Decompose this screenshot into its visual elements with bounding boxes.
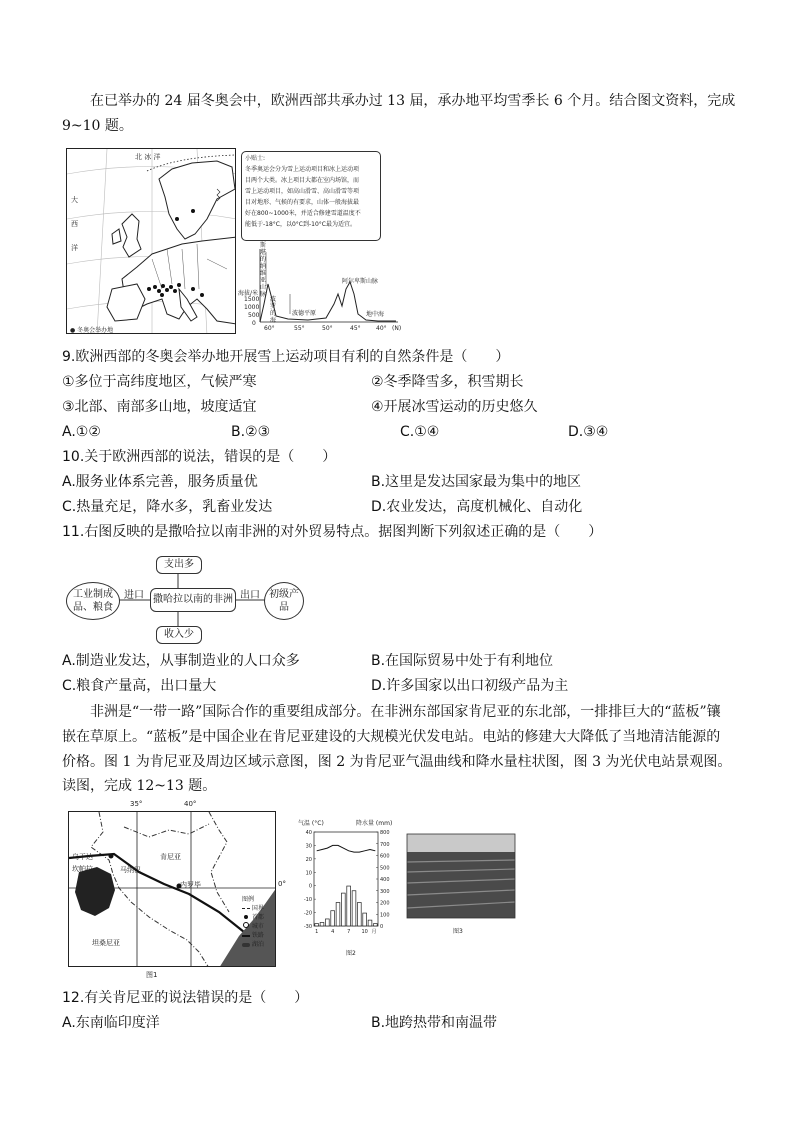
lake-icon bbox=[242, 943, 250, 947]
europe-map-svg bbox=[67, 149, 236, 334]
profile-xtick: (N) bbox=[392, 325, 402, 332]
precip-bar bbox=[341, 893, 345, 926]
temp-line bbox=[317, 845, 376, 852]
ocean-label-char: 大 bbox=[71, 196, 78, 204]
ocean-label-char: 西 bbox=[71, 220, 78, 228]
y-tick-label-left: 40 bbox=[305, 830, 312, 836]
legend-border-label: 国界 bbox=[251, 905, 264, 912]
tip-box bbox=[241, 151, 381, 241]
q9-option-a[interactable]: A.①② bbox=[62, 424, 101, 440]
q11-option-d[interactable]: D.许多国家以出口初级产品为主 bbox=[371, 678, 569, 694]
q10-option-b[interactable]: B.这里是发达国家最为集中的地区 bbox=[371, 474, 582, 490]
lat-label: 0° bbox=[278, 880, 286, 888]
intro-text-line: 9~10 题。 bbox=[62, 118, 133, 134]
intro-text-line: 非洲是“一带一路”国际合作的重要组成部分。在非洲东部国家肯尼亚的东北部，一排排巨大的“蓝板”镶 bbox=[90, 704, 721, 720]
tip-line: 能低于-18°C，以0°C到-10°C最为适宜。 bbox=[245, 221, 356, 228]
q11-option-a[interactable]: A.制造业发达，从事制造业的人口众多 bbox=[62, 653, 300, 669]
precip-bar bbox=[336, 903, 340, 927]
ocean-label-char: 洋 bbox=[71, 244, 78, 252]
y-tick-label-right: 300 bbox=[380, 888, 390, 895]
y-tick-label-right: 100 bbox=[380, 912, 390, 919]
x-tick-label: 1 bbox=[315, 929, 319, 935]
place-uganda: 乌干达 bbox=[72, 853, 93, 861]
tip-line: 雪上运动项目，如高山滑雪、高山滑雪等项 bbox=[245, 188, 360, 195]
tip-line: 目对地形、气候的有要求，山体一般海拔最 bbox=[245, 199, 360, 206]
map-legend: ● 冬奥会举办地 bbox=[70, 327, 114, 334]
sea-label: 北 冰 洋 bbox=[135, 153, 161, 161]
q12-stem: 12.有关肯尼亚的说法错误的是（ ） bbox=[62, 990, 309, 1006]
profile-label-baltic: 波罗的海 bbox=[270, 296, 277, 324]
q9-statement-4: ④开展冰雪运动的历史悠久 bbox=[371, 399, 538, 415]
precip-bar bbox=[373, 924, 377, 926]
figure-caption: 图3 bbox=[453, 928, 463, 935]
intro-text-line: 读图，完成 12~13 题。 bbox=[62, 778, 217, 794]
precip-bar bbox=[352, 891, 356, 926]
figure-caption: 图1 bbox=[146, 971, 158, 979]
y-tick-label-left: 30 bbox=[305, 843, 312, 850]
y-tick-label-left: -30 bbox=[303, 924, 312, 930]
y-tick-label-left: 20 bbox=[305, 856, 312, 863]
profile-xtick: 40° bbox=[376, 325, 387, 332]
tip-line: 目两个大类。冰上项目大都在室内场馆，而 bbox=[245, 177, 360, 184]
trade-top-box: 支出多 bbox=[156, 556, 202, 574]
tip-line: 好在800~1000米，并适合修建雪道温度不 bbox=[245, 210, 361, 217]
profile-xtick: 50° bbox=[322, 325, 333, 332]
precip-bar bbox=[331, 911, 335, 926]
q12-option-a[interactable]: A.东南临印度洋 bbox=[62, 1015, 160, 1031]
y-tick-label-right: 600 bbox=[380, 853, 390, 860]
q9-option-c[interactable]: C.①④ bbox=[400, 424, 440, 440]
q10-stem: 10.关于欧洲西部的说法，错误的是（ ） bbox=[62, 449, 337, 465]
intro-text-line: 在已举办的 24 届冬奥会中，欧洲西部共承办过 13 届，承办地平均雪季长 6 个月。结合图文资料，完成 bbox=[90, 93, 736, 109]
trade-diagram bbox=[66, 552, 306, 644]
y-tick-label-right: 400 bbox=[380, 877, 390, 883]
chart-border bbox=[314, 832, 378, 926]
x-tick-label: 7 bbox=[347, 929, 351, 935]
city-dot-icon bbox=[243, 922, 249, 928]
trade-center-box: 撒哈拉以南的非洲 bbox=[150, 588, 236, 612]
profile-ytick: 0 bbox=[252, 320, 256, 327]
capital-dot-icon bbox=[244, 915, 248, 919]
place-tanzania: 坦桑尼亚 bbox=[92, 939, 120, 947]
precip-bar bbox=[325, 919, 329, 926]
legend-capital-label: 首都 bbox=[251, 914, 264, 921]
q11-stem: 11.右图反映的是撒哈拉以南非洲的对外贸易特点。据图判断下列叙述正确的是（ ） bbox=[62, 524, 603, 540]
x-axis-unit: 月 bbox=[371, 929, 377, 935]
profile-xtick: 55° bbox=[294, 325, 305, 332]
place-nairobi: 内罗毕 bbox=[180, 881, 201, 889]
legend-border bbox=[242, 904, 276, 913]
y-tick-label-right: 200 bbox=[380, 900, 390, 907]
legend-city-label: 城市 bbox=[251, 923, 264, 930]
y-tick-label-left: -20 bbox=[303, 910, 312, 917]
profile-label-plain: 波德平原 bbox=[292, 310, 317, 317]
precip-bar bbox=[368, 920, 372, 926]
europe-figure bbox=[66, 148, 404, 336]
y-tick-label-left: -10 bbox=[303, 897, 312, 904]
europe-map bbox=[66, 148, 236, 334]
kenya-legend bbox=[242, 895, 276, 949]
legend-title: 图例 bbox=[242, 896, 255, 903]
climate-chart bbox=[296, 818, 406, 958]
q9-statement-3: ③北部、南部多山地，坡度适宜 bbox=[62, 399, 257, 415]
y-tick-label-right: 0 bbox=[380, 924, 384, 930]
q10-option-c[interactable]: C.热量充足，降水多，乳畜业发达 bbox=[62, 499, 273, 515]
y-tick-label-left: 0 bbox=[308, 883, 312, 890]
y-tick-label-left: 10 bbox=[305, 870, 312, 877]
rail-line-icon bbox=[242, 935, 250, 937]
q9-stem: 9.欧洲西部的冬奥会举办地开展雪上运动项目有利的自然条件是（ ） bbox=[62, 349, 510, 365]
precip-bar bbox=[320, 922, 324, 926]
y-tick-label-right: 500 bbox=[380, 865, 390, 872]
q10-option-d[interactable]: D.农业发达，高度机械化、自动化 bbox=[371, 499, 583, 515]
q9-statement-1: ①多位于高纬度地区，气候严寒 bbox=[62, 374, 257, 390]
legend-rail-label: 铁路 bbox=[251, 932, 264, 939]
profile-ytick: 1000 bbox=[244, 304, 260, 311]
kenya-figure bbox=[66, 800, 286, 980]
q9-option-b[interactable]: B.②③ bbox=[231, 424, 271, 440]
chart-title: 图2 bbox=[346, 950, 356, 957]
precip-bar bbox=[357, 903, 361, 927]
place-nakuru: 马纳巴 bbox=[120, 866, 141, 874]
chart-ylabel-left: 气温 (°C) bbox=[298, 820, 324, 827]
profile-ytick: 500 bbox=[248, 312, 260, 319]
profile-xtick: 60° bbox=[264, 325, 275, 332]
chart-frame bbox=[314, 832, 378, 926]
solar-photo-figure bbox=[405, 822, 517, 935]
q10-option-a[interactable]: A.服务业体系完善，服务质量优 bbox=[62, 474, 258, 490]
trade-left-oval: 工业制成品、粮食 bbox=[66, 582, 120, 620]
legend-rail bbox=[242, 931, 276, 940]
profile-label-alps: 阿尔卑斯山脉 bbox=[342, 278, 379, 285]
legend-lake-label: 湖泊 bbox=[251, 941, 264, 948]
profile-xtick: 45° bbox=[350, 325, 361, 332]
chart-ylabel-right: 降水量 (mm) bbox=[356, 820, 393, 827]
place-kenya: 肯尼亚 bbox=[160, 853, 181, 861]
trade-bottom-box: 收入少 bbox=[156, 626, 202, 644]
lon-label: 35° bbox=[130, 800, 143, 808]
solar-photo bbox=[405, 822, 517, 922]
q12-option-b[interactable]: B.地跨热带和南温带 bbox=[371, 1015, 498, 1031]
trade-import-label: 进口 bbox=[124, 590, 144, 601]
precip-bar bbox=[347, 886, 351, 926]
tip-title: 小贴士: bbox=[245, 155, 266, 162]
place-kampala: 坎帕拉 bbox=[72, 865, 93, 873]
profile-ylabel: 海拔/米 bbox=[238, 290, 259, 297]
y-tick-label-right: 700 bbox=[380, 841, 390, 848]
q11-option-b[interactable]: B.在国际贸易中处于有利地位 bbox=[371, 653, 554, 669]
q9-statement-2: ②冬季降雪多，积雪期长 bbox=[371, 374, 524, 390]
q9-option-d[interactable]: D.③④ bbox=[568, 424, 609, 440]
trade-export-label: 出口 bbox=[240, 590, 260, 601]
profile-ytick: 1500 bbox=[244, 296, 260, 303]
precip-bar bbox=[363, 913, 367, 926]
intro-text-line: 价格。图 1 为肯尼亚及周边区域示意图，图 2 为肯尼亚气温曲线和降水量柱状图，图 3 为光伏电站景观图。 bbox=[62, 754, 732, 770]
legend-capital bbox=[242, 913, 276, 922]
q11-option-c[interactable]: C.粮食产量高，出口量大 bbox=[62, 678, 217, 694]
intro-text-line: 嵌在草原上。“蓝板”是中国企业在肯尼亚建设的大规模光伏发电站。电站的修建大大降低了当地清洁能源的 bbox=[62, 729, 721, 745]
legend-city bbox=[242, 922, 276, 931]
trade-right-oval: 初级产品 bbox=[264, 582, 304, 620]
precip-bar bbox=[315, 924, 319, 926]
tip-line: 冬季奥运会分为雪上运动项目和冰上运动项 bbox=[245, 166, 360, 173]
x-tick-label: 10 bbox=[361, 929, 368, 935]
legend-lake bbox=[242, 940, 276, 949]
border-line-icon bbox=[242, 908, 250, 909]
x-tick-label: 4 bbox=[331, 929, 335, 935]
y-tick-label-right: 800 bbox=[380, 830, 390, 836]
climate-svg bbox=[296, 826, 406, 946]
lon-label: 40° bbox=[184, 800, 197, 808]
profile-label-scandinavia: 斯堪的纳维亚山脉 bbox=[260, 242, 267, 298]
chart-bars bbox=[315, 886, 377, 926]
chart-line bbox=[317, 845, 376, 852]
profile-label-med: 地中海 bbox=[366, 311, 385, 318]
